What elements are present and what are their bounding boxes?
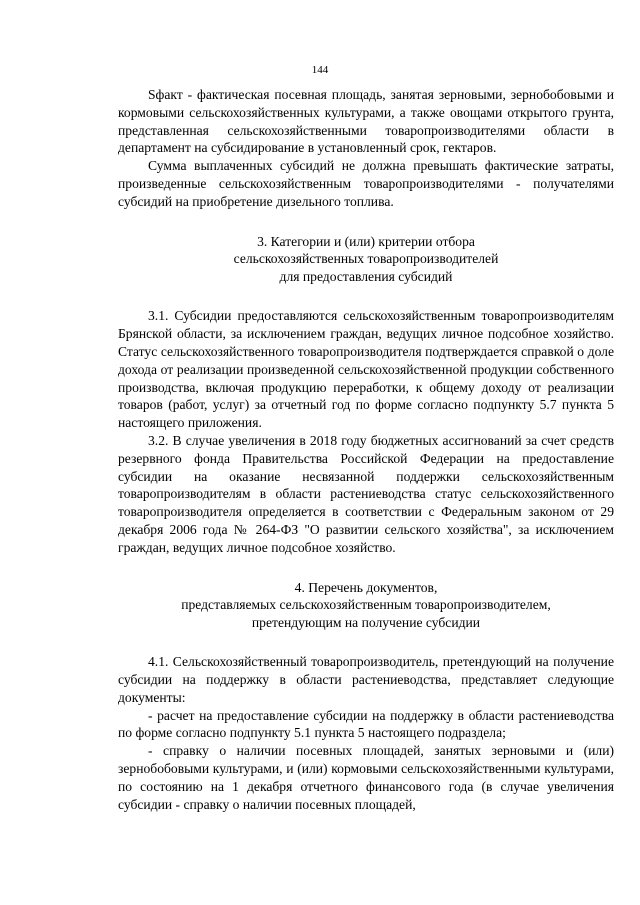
page-number: 144: [311, 64, 329, 76]
document-body: [118, 86, 614, 813]
paragraph-4-1: 4.1. Сельскохозяйственный товаропроизводитель, претендующий на получение субсидии на поддержку в области растениеводства, представляет следующие документы:: [118, 654, 614, 705]
section-4-title: [118, 579, 614, 632]
section-3-title: [118, 233, 614, 286]
section-4-title-line: претендующим на получение субсидии: [251, 614, 481, 630]
section-3-title-line: сельскохозяйственных товаропроизводителей: [233, 251, 499, 267]
section-3-title-line: 3. Категории и (или) критерии отбора: [257, 233, 475, 249]
list-item-sown-area-certificate: - справку о наличии посевных площадей, занятых зерновыми и (или) зернобобовыми культурами, и (или) кормовыми сельскохозяйственными культурами, по состоянию на 1 декабря отчетного финансового года (в случае увеличения субсидии - справку о наличии посевных площадей,: [118, 743, 614, 812]
paragraph-3-2: 3.2. В случае увеличения в 2018 году бюджетных ассигнований за счет средств резервного фонда Правительства Российской Федерации на предоставление субсидии на оказание несвязанной поддержки сельскохозяйственным товаропроизводителям в области растениеводства статус сельскохозяйственного товаропроизводителя определяется в соответствии с Федеральным законом от 29 декабря 2006 года № 264-ФЗ "О развитии сельского хозяйства", за исключением граждан, ведущих личное подсобное хозяйство.: [118, 432, 614, 555]
list-item-calculation: - расчет на предоставление субсидии на поддержку в области растениеводства по форме согласно подпункту 5.1 пункта 5 настоящего подраздела;: [118, 707, 614, 741]
paragraph-sfact: Sфакт - фактическая посевная площадь, занятая зерновыми, зернобобовыми и кормовыми сельскохозяйственных культурами, а также овощами открытого грунта, представленная сельскохозяйственными товаропроизводителями области в департамент на субсидирование в установленный срок, гектаров.: [118, 87, 614, 156]
paragraph-3-1: 3.1. Субсидии предоставляются сельскохозяйственным товаропроизводителям Брянской области, за исключением граждан, ведущих личное подсобное хозяйство. Статус сельскохозяйственного товаропроизводителя подтверждается справкой о доле дохода от реализации произведенной сельскохозяйственной продукции собственного производства, включая продукцию переработки, к общему доходу от реализации товаров (работ, услуг) за отчетный год по форме согласно подпункту 5.7 пункта 5 настоящего приложения.: [118, 308, 614, 431]
paragraph-subsidy-limit: Сумма выплаченных субсидий не должна превышать фактические затраты, произведенные сельскохозяйственным товаропроизводителями - получателями субсидий на приобретение дизельного топлива.: [118, 158, 614, 209]
section-4-title-line: 4. Перечень документов,: [294, 579, 438, 595]
section-4-title-line: представляемых сельскохозяйственным товаропроизводителем,: [181, 597, 551, 613]
section-3-title-line: для предоставления субсидий: [279, 268, 453, 284]
